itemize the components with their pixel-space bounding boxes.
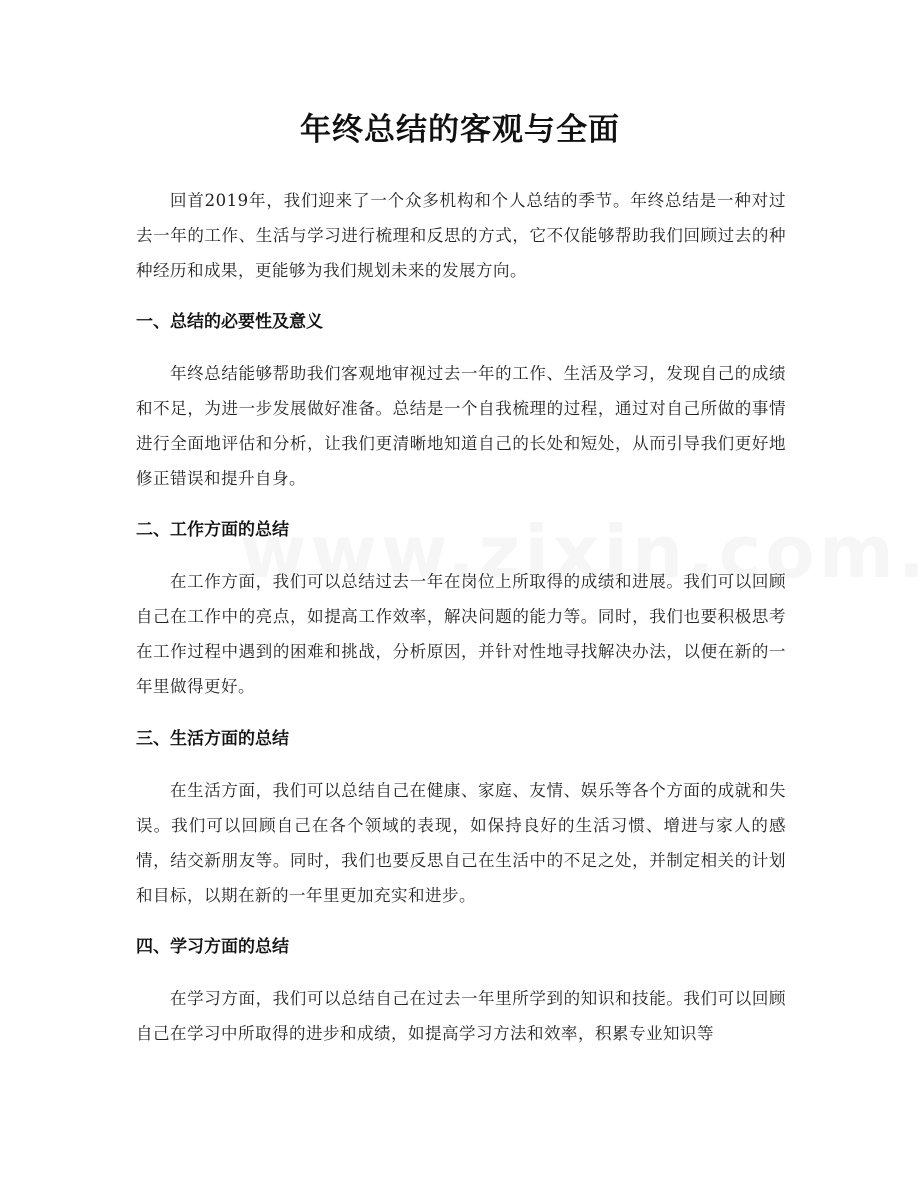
intro-paragraph: 回首2019年，我们迎来了一个众多机构和个人总结的季节。年终总结是一种对过去一年的工作、生活与学习进行梳理和反思的方式，它不仅能够帮助我们回顾过去的种种经历和成果，更能够为我们规划未来的发展方向。 <box>136 191 786 280</box>
section-body-1: 年终总结能够帮助我们客观地审视过去一年的工作、生活及学习，发现自己的成绩和不足，为进一步发展做好准备。总结是一个自我梳理的过程，通过对自己所做的事情进行全面地评估和分析，让我们更清晰地知道自己的长处和短处，从而引导我们更好地修正错误和提升自身。 <box>136 364 786 488</box>
section-body-2: 在工作方面，我们可以总结过去一年在岗位上所取得的成绩和进展。我们可以回顾自己在工作中的亮点，如提高工作效率，解决问题的能力等。同时，我们也要积极思考在工作过程中遇到的困难和挑战，分析原因，并针对性地寻找解决办法，以便在新的一年里做得更好。 <box>136 572 786 696</box>
document-title: 年终总结的客观与全面 <box>300 112 620 148</box>
section-heading-2: 二、工作方面的总结 <box>136 520 289 540</box>
section-body-4: 在学习方面，我们可以总结自己在过去一年里所学到的知识和技能。我们可以回顾自己在学习中所取得的进步和成绩，如提高学习方法和效率，积累专业知识等 <box>136 989 786 1043</box>
section-body-3: 在生活方面，我们可以总结自己在健康、家庭、友情、娱乐等各个方面的成就和失误。我们可以回顾自己在各个领域的表现，如保持良好的生活习惯、增进与家人的感情，结交新朋友等。同时，我们也要反思自己在生活中的不足之处，并制定相关的计划和目标，以期在新的一年里更加充实和进步。 <box>136 781 786 905</box>
section-heading-1: 一、总结的必要性及意义 <box>136 312 323 332</box>
section-heading-3: 三、生活方面的总结 <box>136 729 289 749</box>
section-heading-4: 四、学习方面的总结 <box>136 937 289 957</box>
